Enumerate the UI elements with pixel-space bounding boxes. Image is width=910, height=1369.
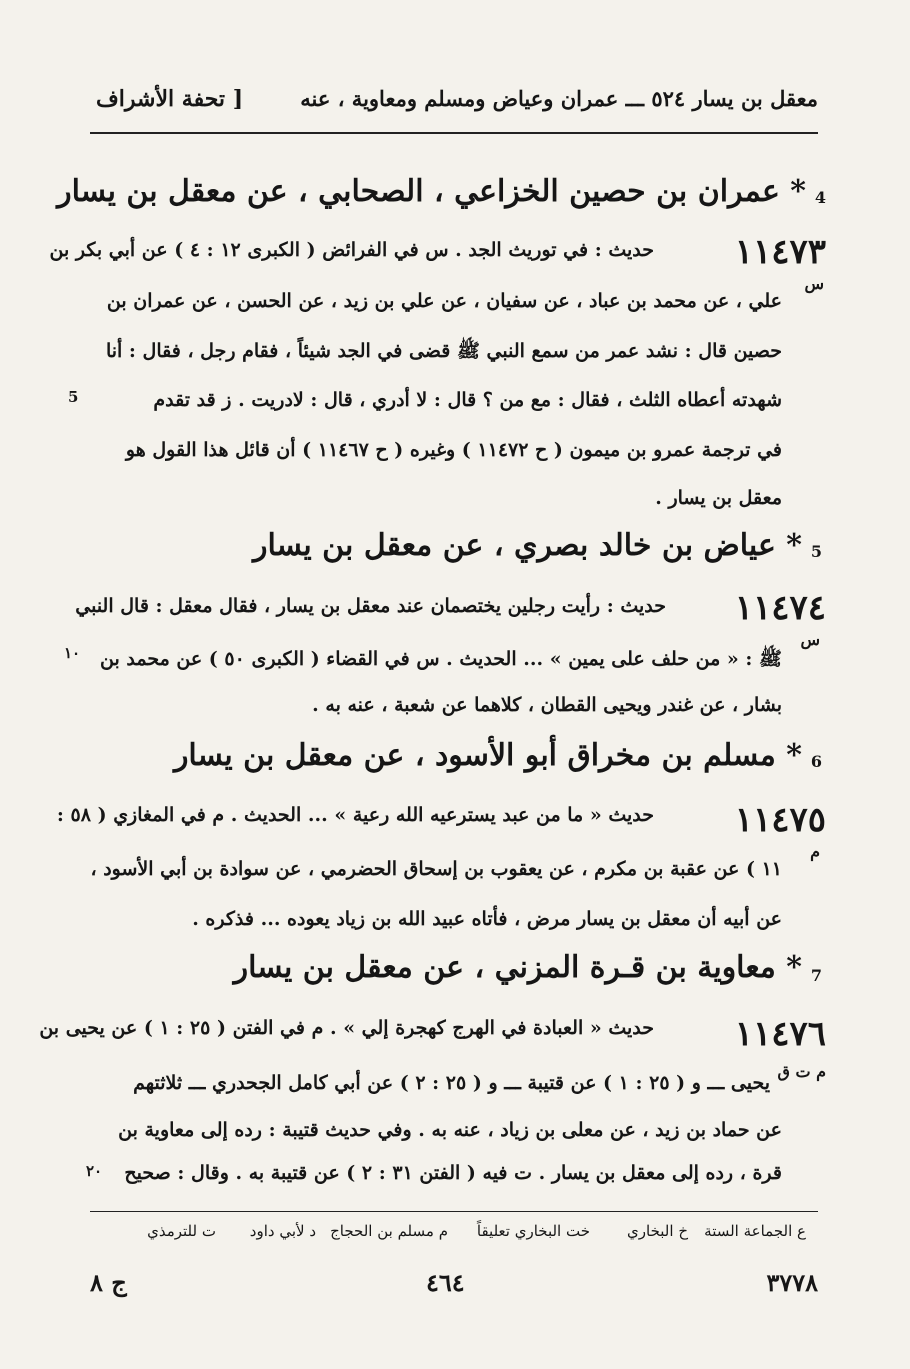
hadith-line: قرة ، رده إلى معقل بن يسار . ت فيه ( الفتن ٣١ : ٢ ) عن قتيبة به . وقال : صحيح (124, 1162, 782, 1184)
hadith-line: معقل بن يسار . (655, 487, 782, 509)
hadith-line: حديث : في توريث الجد . س في الفرائض ( الكبرى ١٢ : ٤ ) عن أبي بكر بن (49, 239, 654, 261)
hadith-number: ١١٤٧٣ (734, 232, 826, 272)
line-number: ٢٠ (86, 1162, 103, 1180)
hadith-line: حديث : رأيت رجلين يختصمان عند معقل بن يسار ، فقال معقل : قال النبي (75, 595, 666, 617)
hadith-line: علي ، عن محمد بن عباد ، عن سفيان ، عن علي بن زيد ، عن الحسن ، عن عمران بن (106, 290, 782, 312)
section-number: 7 (810, 966, 822, 985)
header-rule (90, 132, 818, 134)
section-number: 6 (810, 752, 822, 771)
legend-item: خت البخاري تعليقاً (476, 1222, 590, 1240)
legend-item: ت للترمذي (147, 1222, 216, 1240)
section-heading: * معاوية بن قـرة المزني ، عن معقل بن يسار (233, 950, 802, 985)
hadith-line: عن أبيه أن معقل بن يسار مرض ، فأتاه عبيد الله بن زياد يعوده ... فذكره . (192, 908, 782, 930)
volume-number: ج ٨ (90, 1268, 127, 1297)
section-heading: * مسلم بن مخراق أبو الأسود ، عن معقل بن يسار (173, 738, 802, 773)
hadith-line: يحيى ـــ و ( ٢٥ : ١ ) عن قتيبة ـــ و ( ٢٥ : ٢ ) عن أبي كامل الجحدري ـــ ثلاثتهم (133, 1072, 770, 1094)
source-siglum: م (810, 842, 820, 861)
book-page-number: ٣٧٧٨ (766, 1268, 818, 1297)
section-number: 4 (814, 188, 826, 207)
source-siglum: س (800, 630, 820, 649)
hadith-number: ١١٤٧٥ (734, 800, 826, 840)
section-heading: * عمران بن حصين الخزاعي ، الصحابي ، عن معقل بن يسار (57, 174, 806, 209)
source-siglum: س (804, 274, 824, 293)
hadith-line: ﷺ : « من حلف على يمين » ... الحديث . س في القضاء ( الكبرى ٥٠ ) عن محمد بن (100, 648, 782, 670)
legend-item: ع الجماعة الستة (704, 1222, 806, 1240)
hadith-line: حديث « ما من عبد يسترعيه الله رعية » ... الحديث . م في المغازي ( ٥٨ : (56, 804, 654, 826)
hadith-line: حديث « العبادة في الهرج كهجرة إلي » . م في الفتن ( ٢٥ : ١ ) عن يحيى بن (39, 1017, 654, 1039)
hadith-line: في ترجمة عمرو بن ميمون ( ح ١١٤٧٢ ) وغيره ( ح ١١٤٦٧ ) أن قائل هذا القول هو (125, 439, 782, 461)
section-number: 5 (810, 542, 822, 561)
legend-item: خ البخاري (627, 1222, 688, 1240)
legend-item: م مسلم بن الحجاج (330, 1222, 448, 1240)
hadith-line: ١١ ) عن عقبة بن مكرم ، عن يعقوب بن إسحاق الحضرمي ، عن سوادة بن أبي الأسود ، (90, 858, 782, 880)
line-number: ١٠ (64, 644, 81, 662)
hadith-line: بشار ، عن غندر ويحيى القطان ، كلاهما عن شعبة ، عنه به . (312, 694, 782, 716)
hadith-line: عن حماد بن زيد ، عن معلى بن زياد ، عنه به . وفي حديث قتيبة : رده إلى معاوية بن (118, 1119, 782, 1141)
source-siglum: م ت ق (777, 1062, 826, 1081)
page-number: ٤٦٤ (426, 1268, 465, 1297)
legend-item: د لأبي داود (249, 1222, 316, 1240)
line-number: 5 (68, 388, 79, 406)
hadith-number: ١١٤٧٦ (734, 1014, 826, 1054)
book-title: [ تحفة الأشراف (96, 86, 244, 112)
footnote-rule (90, 1211, 818, 1212)
running-title: معقل بن يسار ٥٢٤ ـــ عمران وعياض ومسلم ومعاوية ، عنه (300, 86, 818, 111)
section-heading: * عياض بن خالد بصري ، عن معقل بن يسار (253, 528, 802, 563)
hadith-line: شهدته أعطاه الثلث ، فقال : مع من ؟ قال : لا أدري ، قال : لادريت . ز قد تقدم (153, 389, 782, 411)
hadith-number: ١١٤٧٤ (734, 588, 826, 628)
hadith-line: حصين قال : نشد عمر من سمع النبي ﷺ قضى في الجد شيئاً ، فقام رجل ، فقال : أنا (105, 340, 782, 362)
